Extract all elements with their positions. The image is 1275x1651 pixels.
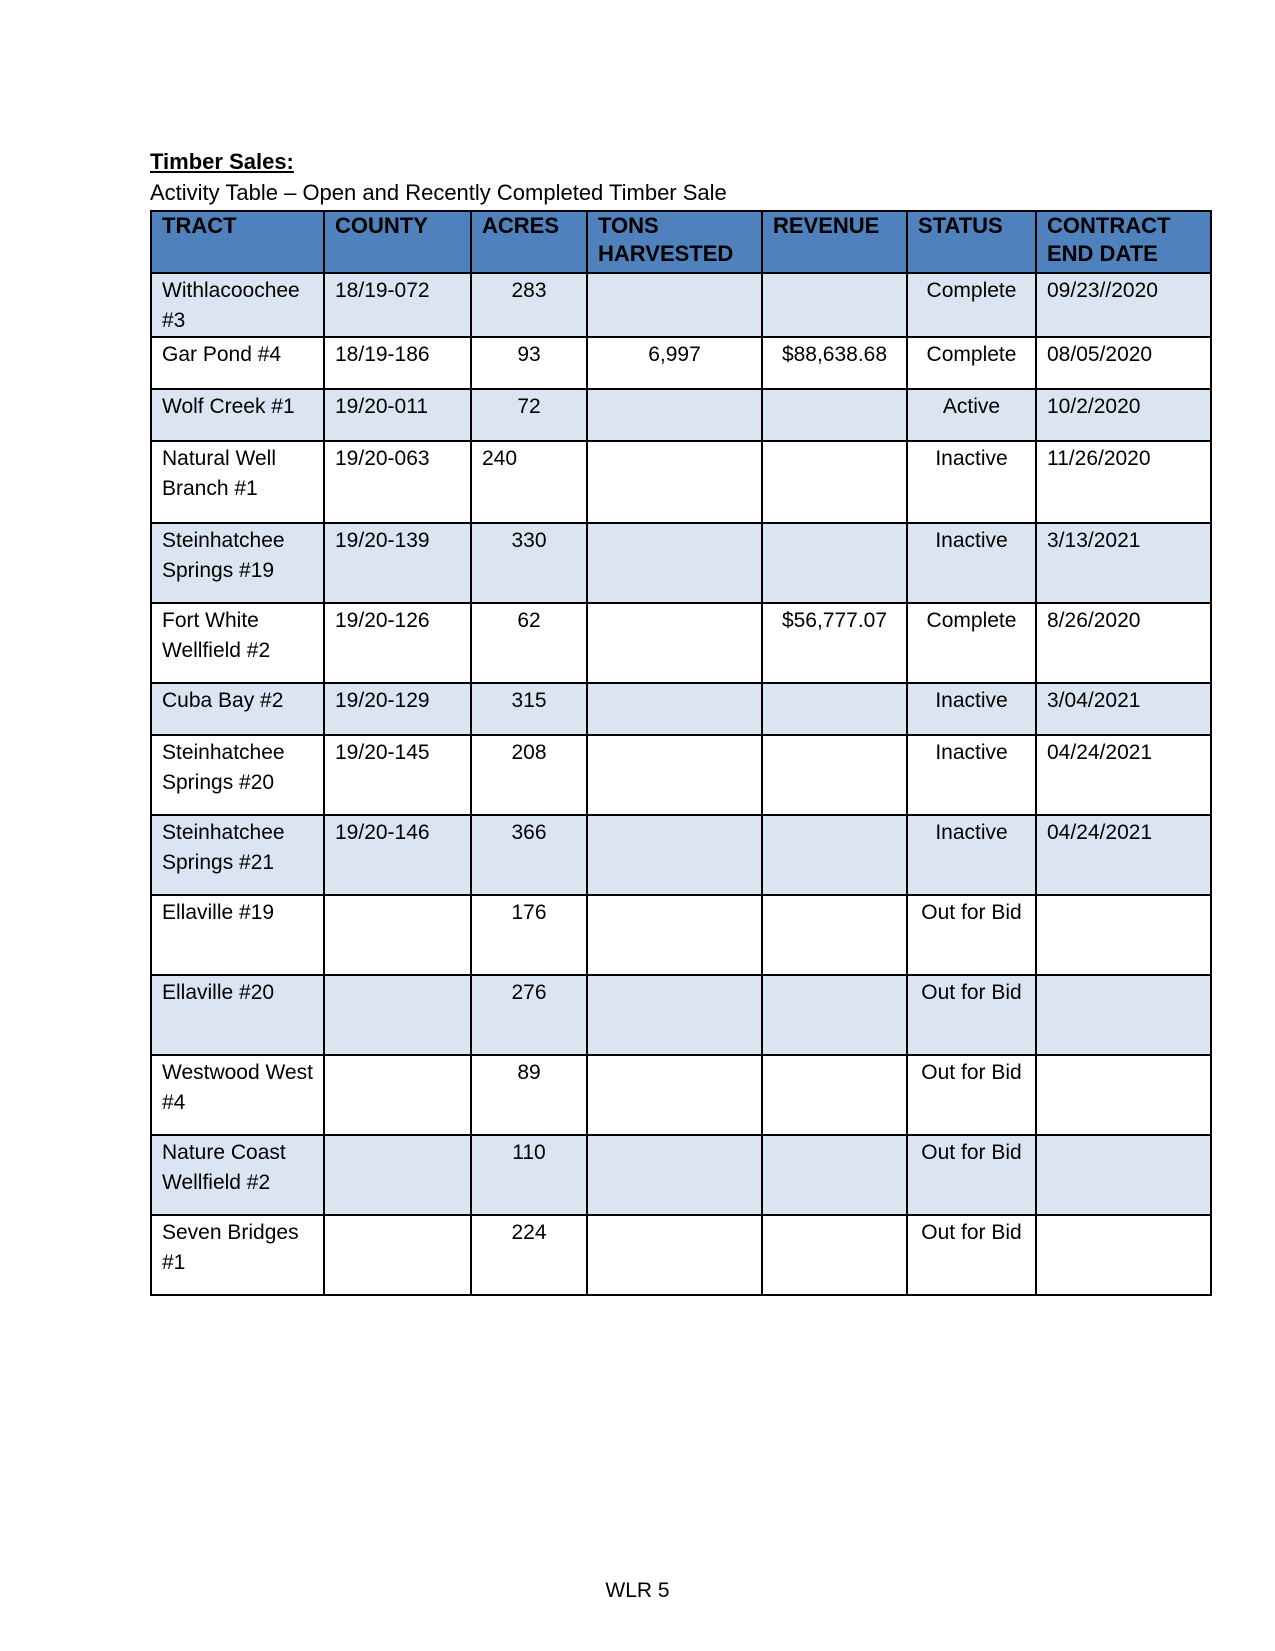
table-row <box>151 975 1211 1055</box>
cell-revenue: $88,638.68 <box>762 337 907 389</box>
cell-revenue <box>762 895 907 975</box>
cell-acres: 283 <box>471 273 587 337</box>
table-body <box>151 273 1211 1295</box>
cell-contract-end-date: 04/24/2021 <box>1036 735 1211 815</box>
table-row <box>151 1055 1211 1135</box>
cell-status: Inactive <box>907 735 1036 815</box>
cell-tract: Seven Bridges #1 <box>151 1215 324 1295</box>
cell-acres: 72 <box>471 389 587 441</box>
column-header-county: COUNTY <box>324 211 471 273</box>
cell-county: 19/20-126 <box>324 603 471 683</box>
cell-tons-harvested <box>587 603 762 683</box>
cell-tons-harvested <box>587 735 762 815</box>
cell-tract: Steinhatchee Springs #20 <box>151 735 324 815</box>
cell-revenue <box>762 441 907 523</box>
table-row <box>151 603 1211 683</box>
cell-acres: 315 <box>471 683 587 735</box>
cell-acres: 110 <box>471 1135 587 1215</box>
cell-acres: 366 <box>471 815 587 895</box>
cell-tract: Nature Coast Wellfield #2 <box>151 1135 324 1215</box>
cell-contract-end-date: 09/23//2020 <box>1036 273 1211 337</box>
cell-county: 19/20-129 <box>324 683 471 735</box>
cell-tons-harvested <box>587 1135 762 1215</box>
cell-status: Out for Bid <box>907 1055 1036 1135</box>
cell-tract: Steinhatchee Springs #19 <box>151 523 324 603</box>
cell-contract-end-date: 3/04/2021 <box>1036 683 1211 735</box>
column-header-contract-end-date: CONTRACT END DATE <box>1036 211 1211 273</box>
table-row <box>151 1135 1211 1215</box>
cell-acres: 224 <box>471 1215 587 1295</box>
cell-acres: 240 <box>471 441 587 523</box>
cell-county: 18/19-072 <box>324 273 471 337</box>
cell-acres: 89 <box>471 1055 587 1135</box>
table-row <box>151 523 1211 603</box>
cell-acres: 276 <box>471 975 587 1055</box>
cell-status: Active <box>907 389 1036 441</box>
cell-revenue <box>762 683 907 735</box>
cell-status: Inactive <box>907 441 1036 523</box>
table-row <box>151 735 1211 815</box>
table-caption: Activity Table – Open and Recently Completed Timber Sale <box>150 180 727 205</box>
cell-county: 18/19-186 <box>324 337 471 389</box>
cell-tons-harvested <box>587 389 762 441</box>
cell-status: Inactive <box>907 815 1036 895</box>
cell-tons-harvested <box>587 975 762 1055</box>
cell-contract-end-date <box>1036 1055 1211 1135</box>
cell-acres: 93 <box>471 337 587 389</box>
cell-acres: 62 <box>471 603 587 683</box>
cell-status: Out for Bid <box>907 895 1036 975</box>
cell-tons-harvested <box>587 1215 762 1295</box>
cell-tons-harvested: 6,997 <box>587 337 762 389</box>
column-header-acres: ACRES <box>471 211 587 273</box>
cell-revenue <box>762 735 907 815</box>
cell-contract-end-date <box>1036 1135 1211 1215</box>
cell-tract: Ellaville #19 <box>151 895 324 975</box>
cell-status: Out for Bid <box>907 1135 1036 1215</box>
cell-county: 19/20-145 <box>324 735 471 815</box>
cell-revenue <box>762 389 907 441</box>
cell-county: 19/20-146 <box>324 815 471 895</box>
cell-contract-end-date <box>1036 975 1211 1055</box>
table-row <box>151 273 1211 337</box>
cell-tons-harvested <box>587 523 762 603</box>
cell-contract-end-date: 08/05/2020 <box>1036 337 1211 389</box>
cell-acres: 330 <box>471 523 587 603</box>
cell-revenue: $56,777.07 <box>762 603 907 683</box>
cell-tract: Withlacoochee #3 <box>151 273 324 337</box>
cell-contract-end-date: 3/13/2021 <box>1036 523 1211 603</box>
cell-tons-harvested <box>587 441 762 523</box>
cell-status: Inactive <box>907 683 1036 735</box>
cell-county <box>324 895 471 975</box>
cell-revenue <box>762 523 907 603</box>
cell-tons-harvested <box>587 273 762 337</box>
cell-county <box>324 1135 471 1215</box>
cell-tract: Natural Well Branch #1 <box>151 441 324 523</box>
column-header-tons-harvested: TONS HARVESTED <box>587 211 762 273</box>
cell-status: Complete <box>907 603 1036 683</box>
cell-tons-harvested <box>587 683 762 735</box>
cell-tract: Wolf Creek #1 <box>151 389 324 441</box>
cell-tract: Cuba Bay #2 <box>151 683 324 735</box>
column-header-revenue: REVENUE <box>762 211 907 273</box>
timber-sales-table <box>150 210 1212 1296</box>
cell-acres: 208 <box>471 735 587 815</box>
cell-status: Complete <box>907 273 1036 337</box>
cell-revenue <box>762 1055 907 1135</box>
cell-contract-end-date: 8/26/2020 <box>1036 603 1211 683</box>
cell-tract: Gar Pond #4 <box>151 337 324 389</box>
cell-county: 19/20-011 <box>324 389 471 441</box>
table-row <box>151 815 1211 895</box>
cell-county: 19/20-063 <box>324 441 471 523</box>
cell-acres: 176 <box>471 895 587 975</box>
cell-revenue <box>762 273 907 337</box>
cell-tons-harvested <box>587 815 762 895</box>
table-row <box>151 895 1211 975</box>
cell-revenue <box>762 1135 907 1215</box>
cell-tract: Westwood West #4 <box>151 1055 324 1135</box>
cell-county <box>324 975 471 1055</box>
cell-status: Out for Bid <box>907 1215 1036 1295</box>
cell-contract-end-date <box>1036 895 1211 975</box>
column-header-status: STATUS <box>907 211 1036 273</box>
cell-tons-harvested <box>587 895 762 975</box>
cell-contract-end-date: 11/26/2020 <box>1036 441 1211 523</box>
cell-revenue <box>762 975 907 1055</box>
section-heading: Timber Sales: <box>150 149 294 174</box>
cell-county <box>324 1055 471 1135</box>
cell-county: 19/20-139 <box>324 523 471 603</box>
cell-county <box>324 1215 471 1295</box>
cell-contract-end-date: 10/2/2020 <box>1036 389 1211 441</box>
table-row <box>151 337 1211 389</box>
table-row <box>151 389 1211 441</box>
table-row <box>151 1215 1211 1295</box>
table-row <box>151 441 1211 523</box>
cell-tract: Steinhatchee Springs #21 <box>151 815 324 895</box>
cell-revenue <box>762 815 907 895</box>
table-header-row <box>151 211 1211 273</box>
table-row <box>151 683 1211 735</box>
cell-status: Out for Bid <box>907 975 1036 1055</box>
cell-status: Inactive <box>907 523 1036 603</box>
column-header-tract: TRACT <box>151 211 324 273</box>
cell-tons-harvested <box>587 1055 762 1135</box>
cell-revenue <box>762 1215 907 1295</box>
page-footer: WLR 5 <box>605 1579 670 1602</box>
cell-contract-end-date: 04/24/2021 <box>1036 815 1211 895</box>
cell-tract: Ellaville #20 <box>151 975 324 1055</box>
cell-contract-end-date <box>1036 1215 1211 1295</box>
cell-tract: Fort White Wellfield #2 <box>151 603 324 683</box>
cell-status: Complete <box>907 337 1036 389</box>
